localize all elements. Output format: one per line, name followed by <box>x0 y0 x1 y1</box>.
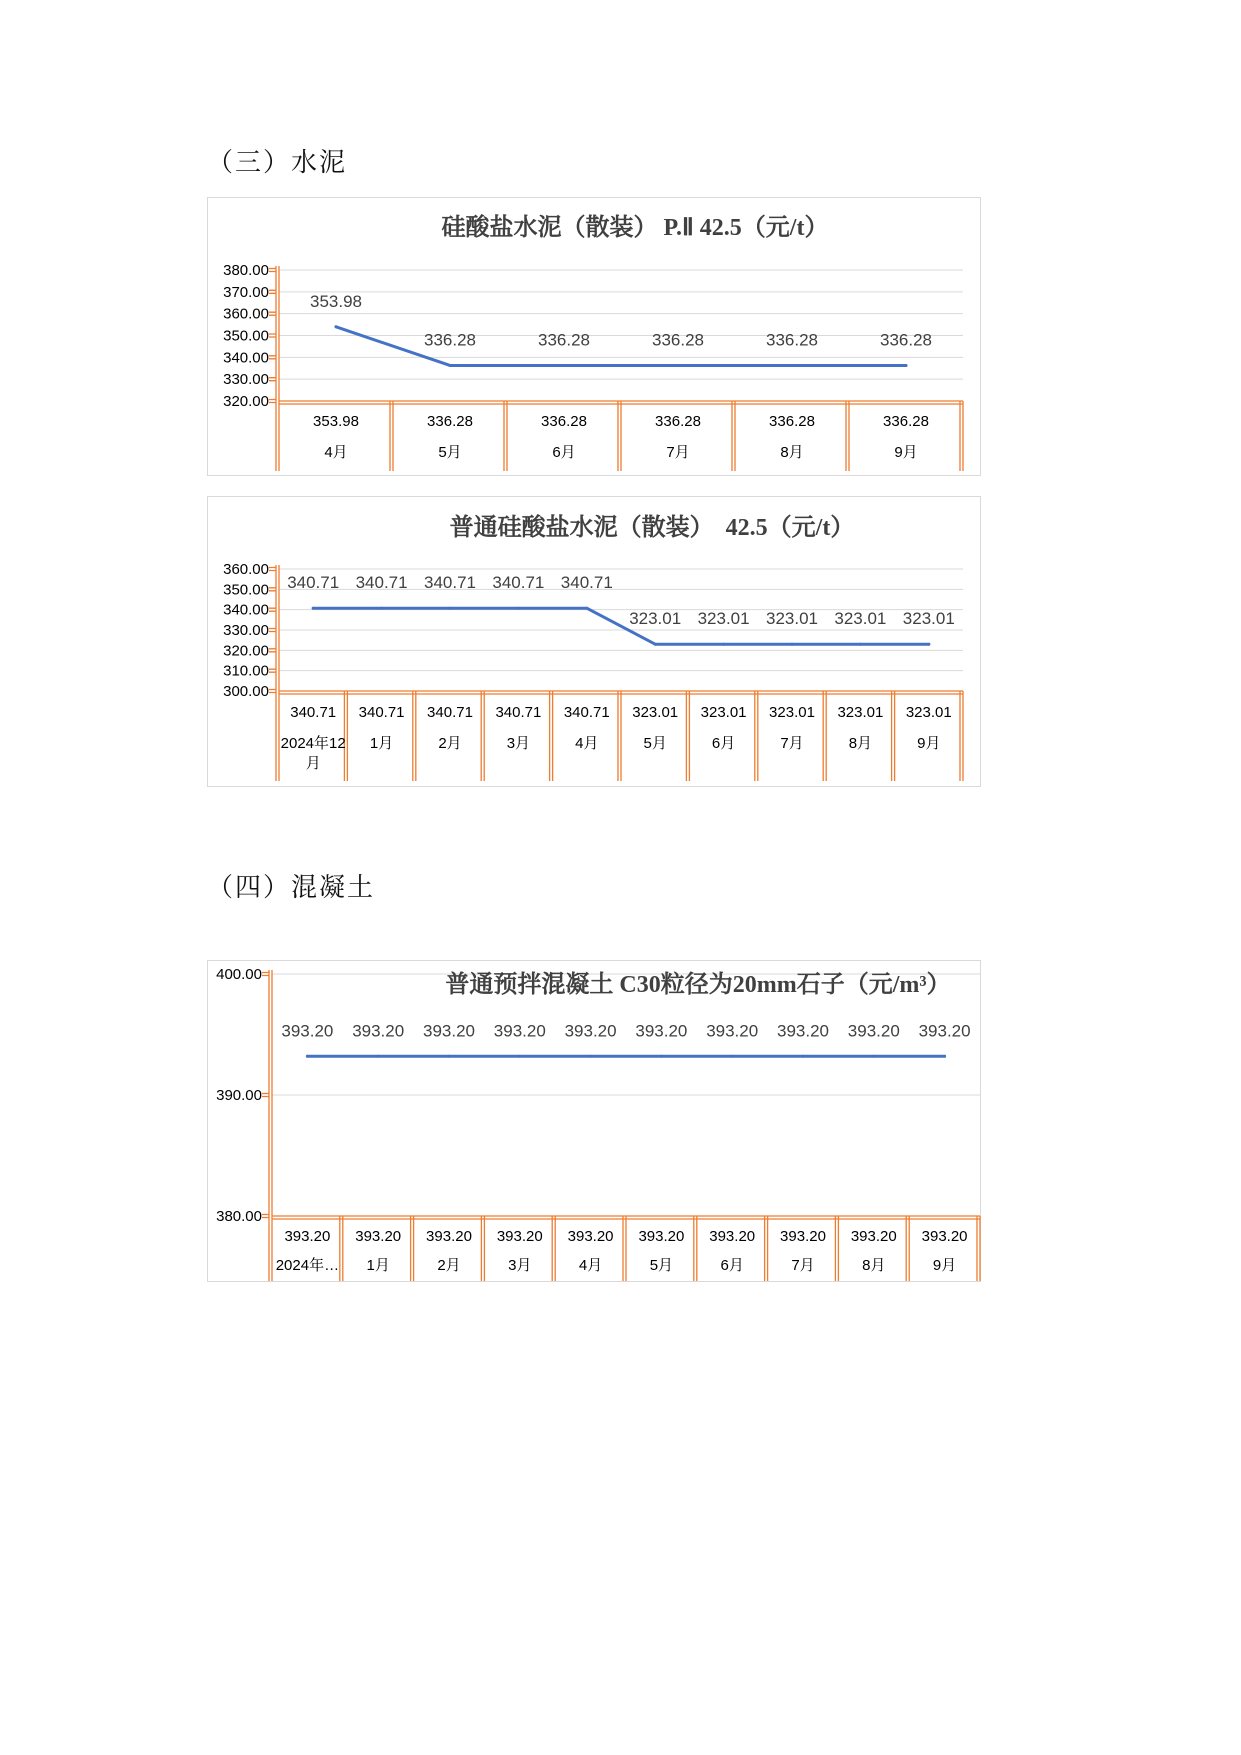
data-label: 393.20 <box>281 1021 334 1041</box>
category-label: 3月 <box>506 735 531 752</box>
table-value-cell: 393.20 <box>709 1228 756 1245</box>
data-label: 336.28 <box>424 330 476 350</box>
data-point <box>589 1055 592 1058</box>
table-value-cell: 323.01 <box>837 704 884 721</box>
data-point <box>731 1055 734 1058</box>
y-tick-label: 320.00 <box>223 393 269 410</box>
data-point <box>377 1055 380 1058</box>
category-label: 5月 <box>643 735 667 752</box>
y-tick-mark <box>262 973 269 976</box>
y-tick-label: 350.00 <box>223 327 269 345</box>
data-label: 393.20 <box>635 1021 688 1041</box>
category-label: 8月 <box>780 444 804 461</box>
table-value-cell: 336.28 <box>541 413 587 430</box>
category-label: 2024年12月 <box>280 735 346 772</box>
data-point <box>677 364 680 367</box>
category-label: 6月 <box>720 1257 744 1274</box>
table-value-cell: 336.28 <box>883 413 929 430</box>
section-heading-concrete: （四）混凝土 <box>207 873 376 903</box>
category-label: 9月 <box>917 735 941 752</box>
y-tick-label: 370.00 <box>223 283 269 301</box>
data-point <box>660 1055 663 1058</box>
category-label: 2月 <box>437 1257 461 1274</box>
data-point <box>905 364 908 367</box>
y-tick-label: 330.00 <box>223 622 269 639</box>
category-label: 5月 <box>649 1257 674 1274</box>
table-value-cell: 336.28 <box>427 413 473 430</box>
category-label: 7月 <box>666 444 690 461</box>
chart-title: 普通预拌混凝土 C30粒径为20mm石子（元/m³） <box>445 972 951 998</box>
data-label: 340.71 <box>355 573 408 593</box>
table-value-cell: 393.20 <box>567 1228 614 1245</box>
y-tick-label: 350.00 <box>223 581 269 599</box>
category-label: 2月 <box>438 735 462 752</box>
data-label: 340.71 <box>424 573 476 593</box>
category-label: 2024年… <box>275 1257 340 1274</box>
y-tick-mark <box>262 1094 269 1097</box>
table-value-cell: 340.71 <box>358 704 405 721</box>
data-label: 340.71 <box>287 573 340 593</box>
y-tick-label: 380.00 <box>223 262 269 279</box>
data-label: 393.20 <box>777 1021 829 1041</box>
y-tick-mark <box>269 400 276 403</box>
data-label: 336.28 <box>880 330 932 350</box>
y-tick-label: 400.00 <box>216 966 262 983</box>
y-tick-mark <box>262 1215 269 1218</box>
data-label: 336.28 <box>652 330 704 350</box>
data-point <box>335 325 338 328</box>
data-label: 340.71 <box>492 573 545 593</box>
y-tick-mark <box>269 629 276 632</box>
data-point <box>927 643 930 646</box>
y-tick-label: 360.00 <box>223 561 269 578</box>
chart-ready-mixed-concrete-c30 <box>207 960 981 1282</box>
category-label: 4月 <box>578 1257 603 1274</box>
table-value-cell: 323.01 <box>632 704 679 721</box>
data-label: 336.28 <box>766 330 818 350</box>
y-tick-mark <box>269 356 276 359</box>
table-value-cell: 393.20 <box>355 1228 402 1245</box>
category-label: 6月 <box>711 735 736 752</box>
category-label: 3月 <box>508 1257 532 1274</box>
y-tick-mark <box>269 588 276 591</box>
table-value-cell: 340.71 <box>563 704 610 721</box>
data-point <box>518 1055 521 1058</box>
y-axis <box>276 266 279 471</box>
data-point <box>791 364 794 367</box>
chart-ordinary-portland-cement <box>207 496 981 787</box>
chart-title: 硅酸盐水泥（散装） P.Ⅱ 42.5（元/t） <box>441 215 829 241</box>
data-point <box>722 643 725 646</box>
data-point <box>802 1055 805 1058</box>
y-tick-label: 330.00 <box>223 371 269 389</box>
chart-title: 普通硅酸盐水泥（散装） 42.5（元/t） <box>449 515 855 541</box>
y-tick-mark <box>269 269 276 272</box>
category-label: 7月 <box>791 1257 815 1274</box>
table-value-cell: 393.20 <box>780 1228 826 1245</box>
y-tick-mark <box>269 312 276 315</box>
data-label: 393.20 <box>493 1021 546 1041</box>
table-value-cell: 393.20 <box>426 1228 472 1245</box>
y-tick-label: 310.00 <box>223 662 269 680</box>
table-value-cell: 340.71 <box>427 704 473 721</box>
data-label: 393.20 <box>918 1021 971 1041</box>
table-value-cell: 340.71 <box>290 704 337 721</box>
y-tick-mark <box>269 669 276 672</box>
data-label: 336.28 <box>538 330 590 350</box>
table-value-cell: 323.01 <box>769 704 815 721</box>
table-value-cell: 323.01 <box>700 704 747 721</box>
category-label: 4月 <box>324 444 348 461</box>
data-point <box>563 364 566 367</box>
category-label: 6月 <box>552 444 576 461</box>
data-label: 323.01 <box>697 609 750 629</box>
data-point <box>380 607 383 610</box>
table-value-cell: 393.20 <box>921 1228 968 1245</box>
data-label: 393.20 <box>352 1021 405 1041</box>
data-point <box>654 643 657 646</box>
table-value-cell: 393.20 <box>850 1228 897 1245</box>
data-label: 393.20 <box>564 1021 617 1041</box>
category-label: 7月 <box>780 735 804 752</box>
data-point <box>517 607 520 610</box>
section-heading-cement: （三）水泥 <box>207 148 348 178</box>
data-label: 323.01 <box>902 609 955 629</box>
data-point <box>312 607 315 610</box>
category-label: 1月 <box>366 1257 390 1274</box>
category-label: 8月 <box>848 735 873 752</box>
category-label: 1月 <box>369 735 394 752</box>
y-tick-mark <box>269 690 276 693</box>
data-label: 353.98 <box>310 291 362 311</box>
data-point <box>449 364 452 367</box>
chart-portland-cement-pii <box>207 197 981 476</box>
data-point <box>943 1055 946 1058</box>
category-label: 4月 <box>575 735 599 752</box>
y-tick-label: 340.00 <box>223 349 269 367</box>
data-point <box>872 1055 875 1058</box>
y-tick-label: 380.00 <box>216 1208 262 1225</box>
data-label: 323.01 <box>629 609 682 629</box>
data-label: 393.20 <box>706 1021 759 1041</box>
table-value-cell: 336.28 <box>655 413 701 430</box>
y-tick-mark <box>269 608 276 611</box>
y-tick-label: 390.00 <box>216 1087 262 1104</box>
data-label: 393.20 <box>423 1021 475 1041</box>
category-label: 5月 <box>438 444 462 461</box>
data-label: 323.01 <box>766 609 818 629</box>
y-tick-mark <box>269 649 276 652</box>
table-value-cell: 393.20 <box>284 1228 331 1245</box>
table-value-cell: 353.98 <box>313 413 359 430</box>
category-label: 8月 <box>862 1257 886 1274</box>
y-tick-mark <box>269 378 276 381</box>
data-label: 393.20 <box>847 1021 900 1041</box>
data-point <box>791 643 794 646</box>
series-line <box>336 327 906 366</box>
data-label: 323.01 <box>834 609 887 629</box>
y-tick-label: 320.00 <box>223 642 269 660</box>
table-value-cell: 340.71 <box>495 704 542 721</box>
y-tick-label: 360.00 <box>223 305 269 323</box>
y-tick-mark <box>269 334 276 337</box>
data-point <box>306 1055 309 1058</box>
data-label: 340.71 <box>560 573 613 593</box>
table-value-cell: 393.20 <box>638 1228 685 1245</box>
data-point <box>448 1055 451 1058</box>
chart-svg <box>208 198 980 475</box>
y-tick-mark <box>269 568 276 571</box>
data-point <box>585 607 588 610</box>
category-label: 9月 <box>932 1257 957 1274</box>
data-point <box>859 643 862 646</box>
plot-area <box>223 262 963 471</box>
y-tick-label: 340.00 <box>223 601 269 619</box>
table-value-cell: 393.20 <box>496 1228 543 1245</box>
category-label: 9月 <box>894 444 918 461</box>
y-tick-label: 300.00 <box>223 683 269 700</box>
table-value-cell: 336.28 <box>769 413 815 430</box>
data-point <box>449 607 452 610</box>
table-value-cell: 323.01 <box>905 704 952 721</box>
y-tick-mark <box>269 290 276 293</box>
